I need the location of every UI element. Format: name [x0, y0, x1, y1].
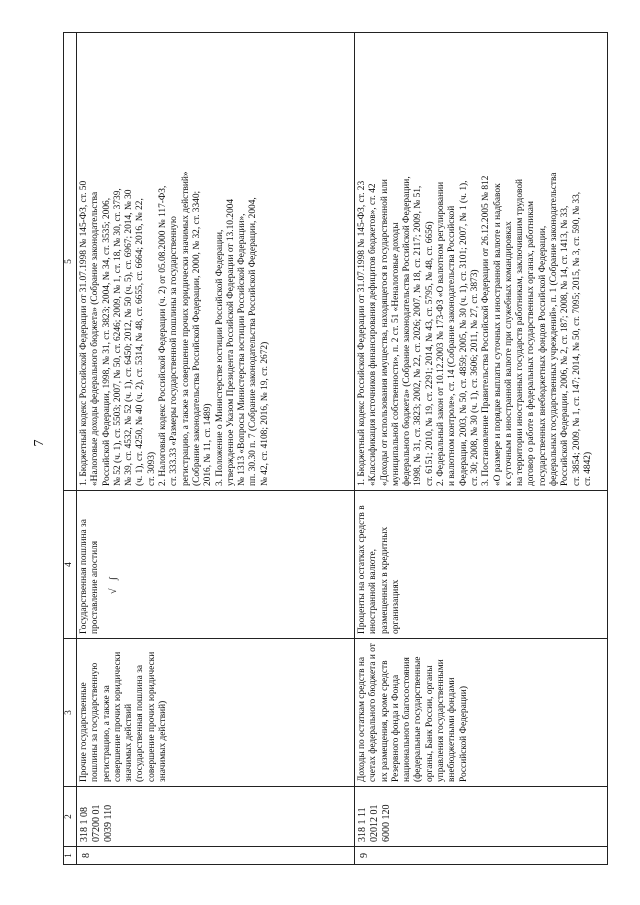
reference-line: Российской Федерации, 2006, № 2, ст. 187; 2008, № 14, ст. 1413, № 33,	[560, 205, 571, 486]
legal-references	[77, 33, 355, 491]
column-header: 2	[64, 787, 77, 847]
reference-line: пп. 30.30 п. 7 (Собрание законодательства Российской Федерации, 2004,	[248, 197, 259, 486]
reference-line: (ч. 1), ст. 4250, № 40 (ч. 2), ст. 5314, № 48, ст. 6655, ст. 6664; 2016, № 22,	[135, 198, 146, 486]
reference-line: 1. Бюджетный кодекс Российской Федерации от 31.07.1998 № 145-ФЗ, ст. 50	[79, 180, 89, 486]
reference-line: 1. Бюджетный кодекс Российской Федерации от 31.07.1998 № 145-ФЗ, ст. 23	[357, 180, 367, 486]
reference-line: 1998, № 31, ст. 3823; 2002, № 22, ст. 2026; 2007, № 18, ст. 2117; 2009, № 51,	[413, 185, 424, 486]
header-row	[64, 33, 77, 865]
table-row	[77, 33, 355, 865]
reference-line: № 42, ст. 4108; 2016, № 19, ст. 2672)	[259, 341, 270, 486]
table-row	[355, 33, 608, 865]
revenue-description	[77, 491, 355, 639]
reference-line: Федерации, 2003, № 50, ст. 4859; 2005, № 30 (ч. 1), ст. 3101; 2007, № 1 (ч. 1),	[458, 180, 469, 486]
reference-line: Российской Федерации, 1998, № 31, ст. 3823; 2004, № 34, ст. 3535; 2006,	[101, 197, 112, 486]
row-number: 8	[77, 847, 355, 865]
reference-line: муниципальной собственности», п. 2 ст. 51 «Неналоговые доходы	[390, 222, 401, 486]
reference-line: 2016, № 11, ст. 1489)	[203, 403, 214, 486]
reference-line: ст. 333.33 «Размеры государственной пошлины за государственную	[169, 216, 180, 486]
column-header: 1	[64, 847, 77, 865]
reference-line: № 52 (ч. 1), ст. 5503; 2007, № 50, ст. 6246; 2009, № 1, ст. 18, № 30, ст. 3739,	[112, 188, 123, 486]
reference-line: № 39, ст. 4532, № 52 (ч. 1), ст. 6450; 2012, № 50 (ч. 5), ст. 6967; 2014, № 30	[124, 189, 135, 486]
revenue-description	[355, 491, 608, 639]
code-line: 318 1 11	[357, 807, 368, 842]
description-text: Государственная пошлина за проставление апостиля	[79, 519, 101, 634]
reference-line: регистрацию, а также за совершение прочих юридически значимых действий»	[180, 171, 191, 486]
code-line: 6000 120	[381, 804, 392, 842]
reference-line: 3. Положение о Министерстве юстиции Российской Федерации,	[214, 229, 225, 486]
classification-code	[77, 787, 355, 847]
legal-references	[355, 33, 608, 491]
classification-code	[355, 787, 608, 847]
reference-line: «Классификация источников финансирования дефицитов бюджетов», ст. 42	[368, 183, 379, 486]
reference-line: ст. 30; 2008, № 30 (ч. 1), ст. 3606; 2011, № 27, ст. 3873)	[469, 269, 480, 486]
revenue-name: Доходы по остаткам средств на счетах федерального бюджета и от их размещения, кроме средств Резервного фонда и Фонда национального благосостояния (федеральные государственные органы, Банк России, органы управления государственными внебюджетными фондами Российской Федерации)	[355, 639, 608, 787]
description-text: Проценты на остатках средств в иностранной валюте, размещенных в кредитных организациях	[357, 505, 401, 634]
column-header: 5	[64, 33, 77, 491]
reference-line: ст. 4842)	[582, 451, 593, 486]
reference-line: федеральных государственных учреждений», п. 1 (Собрание законодательства	[549, 172, 560, 486]
handwritten-mark: √ ∫	[107, 574, 119, 594]
reference-line: договор о работе в федеральных государственных органах, работникам	[526, 201, 537, 486]
reference-line: государственных внебюджетных фондов Российской Федерации,	[537, 225, 548, 486]
reference-line: 3. Постановление Правительства Российской Федерации от 26.12.2005 № 812	[481, 175, 492, 486]
reference-line: утвержденное Указом Президента Российской Федерации от 13.10.2004	[225, 198, 236, 486]
reference-line: ст. 6151; 2010, № 19, ст. 2291; 2014, № 43, ст. 5795, № 48, ст. 6656)	[424, 221, 435, 486]
reference-line: «О размере и порядке выплаты суточных и иностранной валюте и надбавок	[492, 183, 503, 486]
column-header: 3	[64, 639, 77, 787]
code-line: 0039 110	[103, 804, 114, 842]
reference-line: и валютном контроле», ст. 14 (Собрание законодательства Российской	[447, 205, 458, 486]
reference-line: на территории иностранных государств работникам, заключившим трудовой	[515, 178, 526, 486]
reference-line: (Собрание законодательства Российской Федерации, 2000, № 32, ст. 3340;	[191, 190, 202, 486]
code-line: 07200 01	[91, 804, 102, 842]
code-line: 02012 01	[369, 804, 380, 842]
rotated-table-sheet	[63, 33, 608, 865]
reference-line: 2. Налоговый кодекс Российской Федерации (ч. 2) от 05.08.2000 № 117-ФЗ,	[158, 185, 169, 486]
column-header: 4	[64, 491, 77, 639]
reference-line: к суточным в иностранной валюте при служебных командировках	[503, 221, 514, 486]
reference-line: «Налоговые доходы федерального бюджета» (Собрание законодательства	[90, 191, 101, 486]
reference-line: федерального бюджета» (Собрание законодательства Российской Федерации,	[402, 176, 413, 486]
reference-line: ст. 3854; 2009, № 1, ст. 147; 2014, № 50, ст. 7095; 2015, № 3, ст. 590, № 33,	[571, 191, 582, 486]
row-number: 9	[355, 847, 608, 865]
revenue-name: Прочие государственные пошлины за государственную регистрацию, а также за совершение прочих юридически значимых действий (государственная пошлина за совершение прочих юридически значимых действий)	[77, 639, 355, 787]
reference-line: № 1313 «Вопросы Министерства юстиции Российской Федерации»,	[237, 213, 248, 486]
revenue-classification-table	[63, 32, 608, 865]
page-number: 7	[32, 439, 47, 447]
reference-line: «Доходы от использования имущества, находящегося в государственной или	[379, 179, 390, 486]
code-line: 318 1 08	[79, 807, 90, 842]
reference-line: 2. Федеральный закон от 10.12.2003 № 173-ФЗ «О валютном регулировании	[436, 181, 447, 486]
reference-line: ст. 3093)	[146, 451, 157, 486]
